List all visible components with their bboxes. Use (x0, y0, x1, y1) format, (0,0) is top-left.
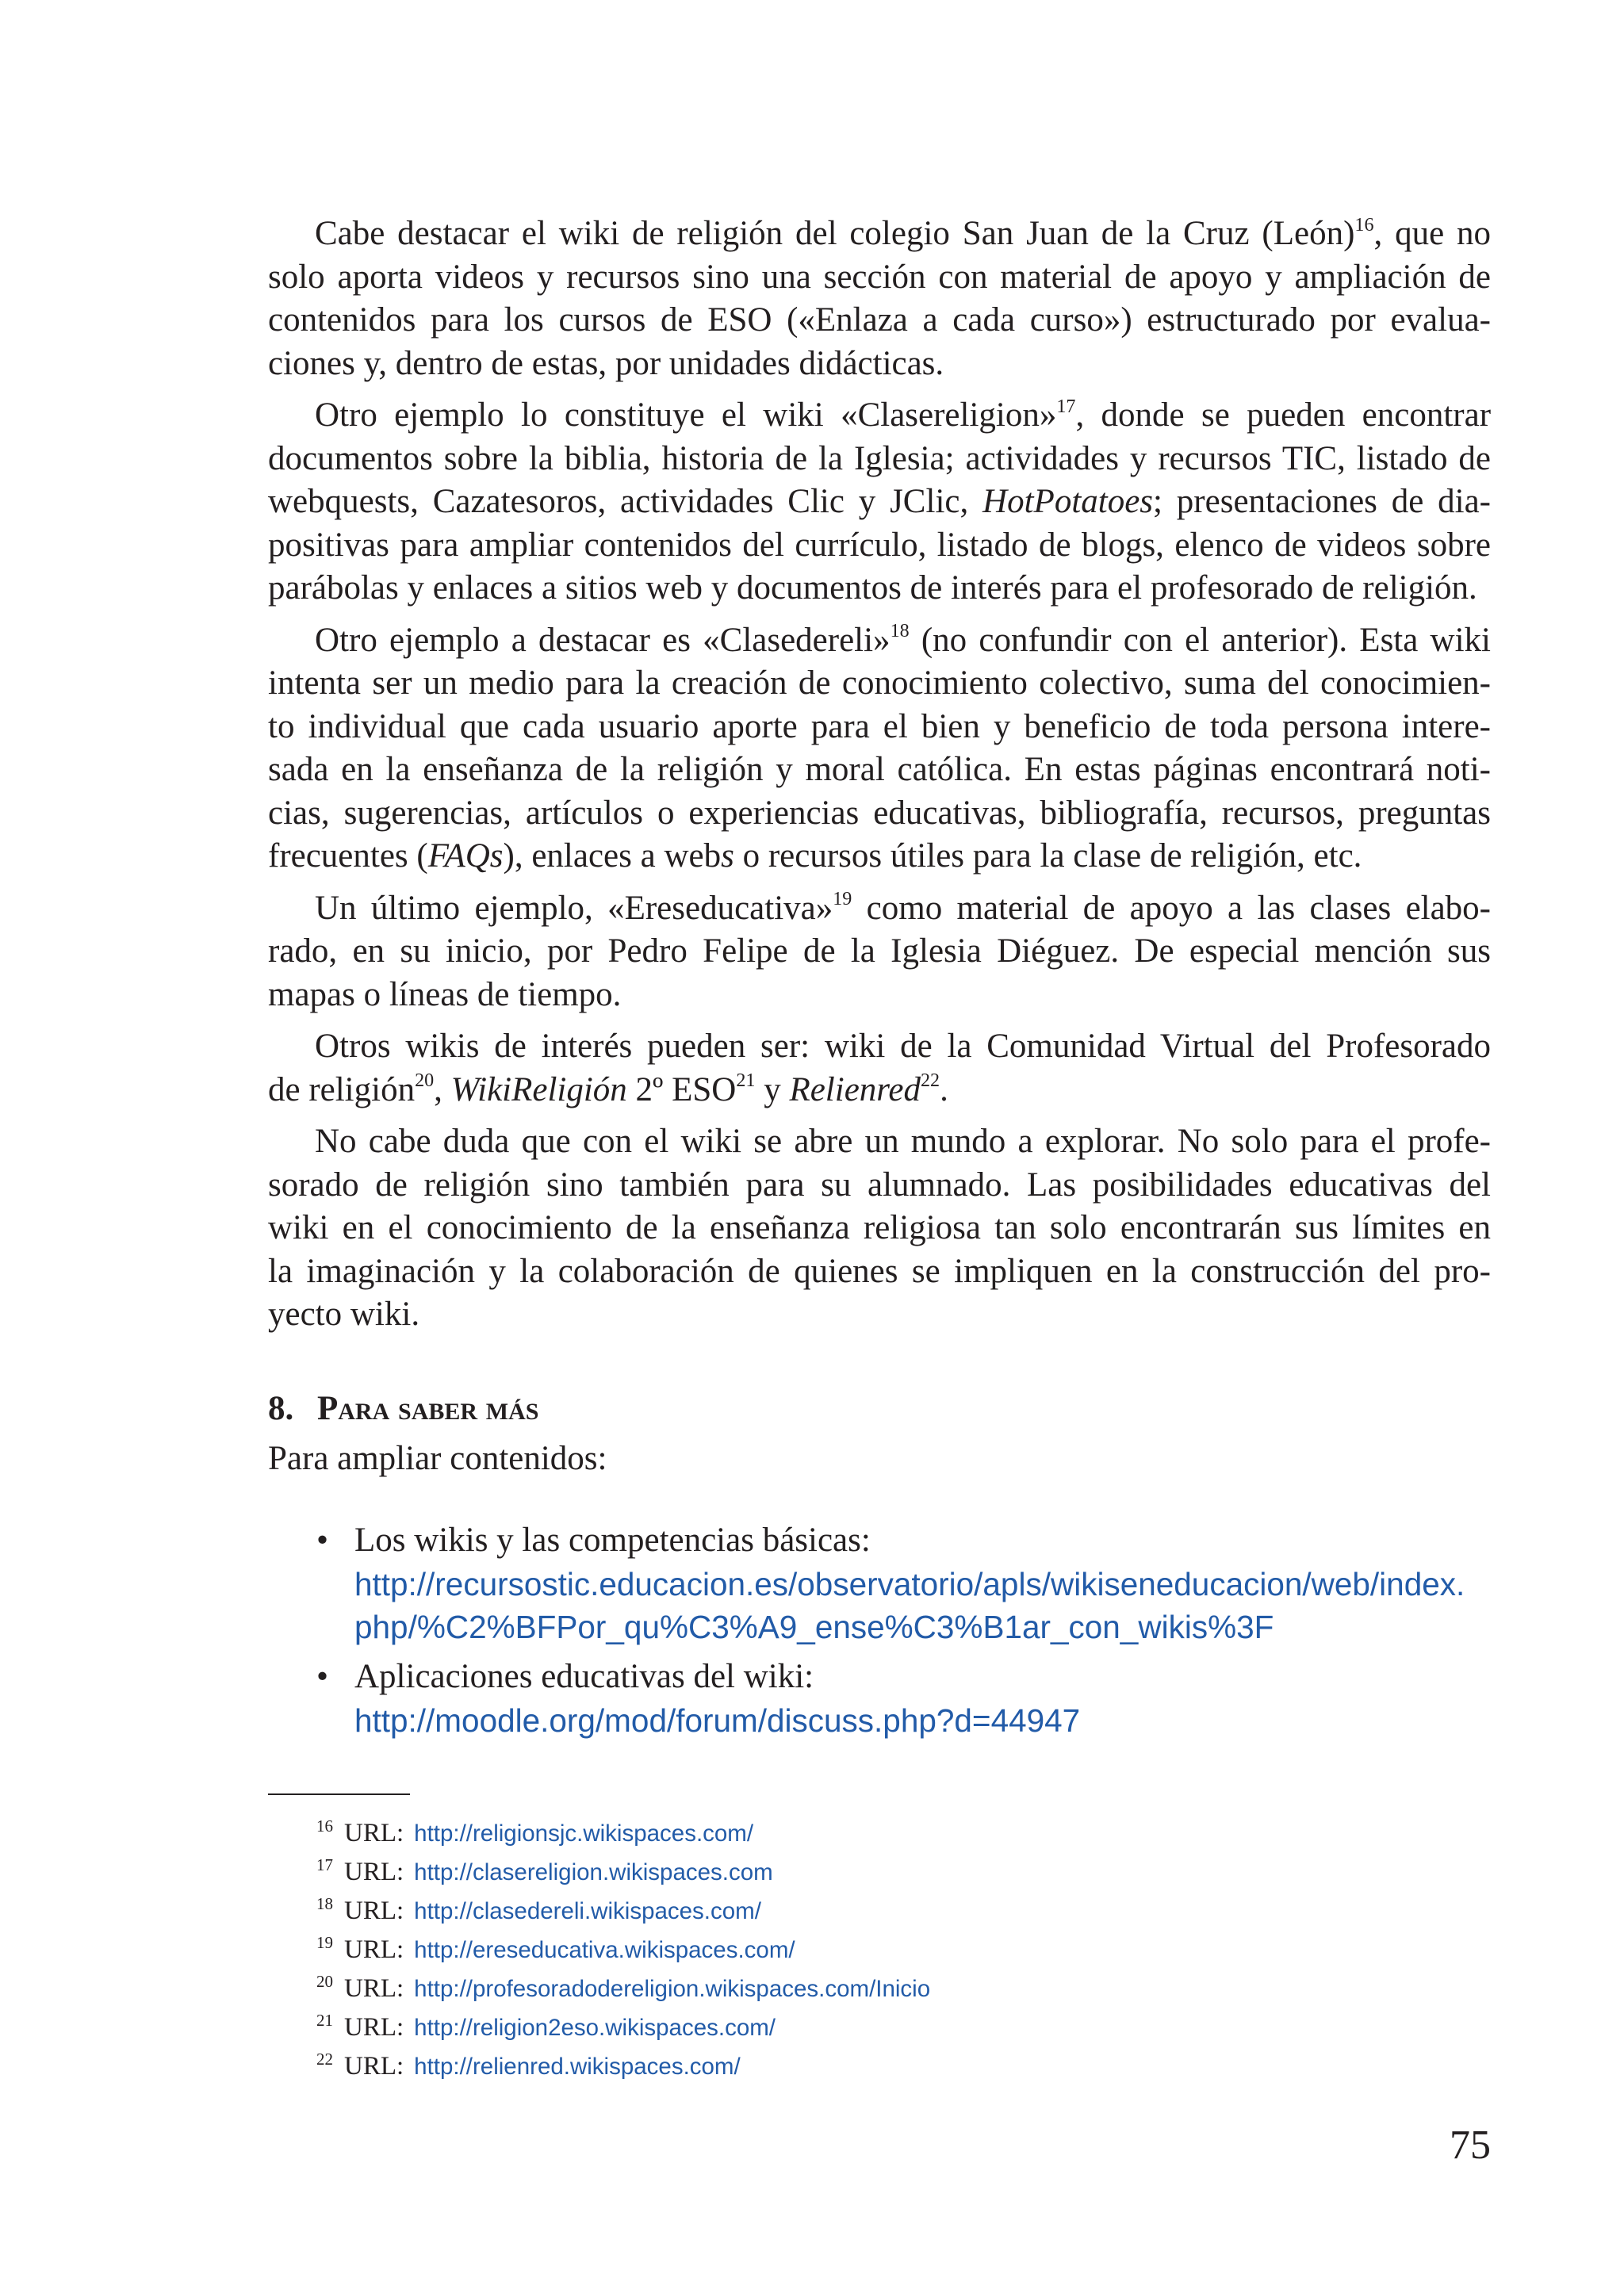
footnote-label: URL: (344, 2052, 404, 2081)
footnote-ref: 20 (415, 1070, 435, 1092)
text-run: Cabe destacar el wiki de religión del colegio San Juan de la Cruz (León) (315, 215, 1355, 252)
text-line (268, 930, 1491, 974)
italic-text: HotPotatoes (982, 483, 1154, 520)
text-line (268, 343, 1491, 386)
text-line (268, 256, 1491, 300)
footnote (268, 2008, 930, 2047)
bullet-list (268, 1519, 1491, 1742)
text-run: Otro ejemplo a destacar es «Clasedereli» (315, 621, 891, 659)
bullet-icon: • (316, 1658, 329, 1695)
footnote-ref: 16 (1354, 214, 1374, 235)
footnote (268, 1931, 930, 1970)
text-run: , donde se pueden encontrar (1075, 396, 1492, 434)
paragraph (268, 394, 1491, 611)
text-run: intenta ser un medio para la creación de conocimiento colectivo, suma del conocimien- (268, 664, 1491, 702)
text-run: to individual que cada usuario aporte para el bien y beneficio de toda persona intere- (268, 707, 1491, 745)
text-run: solo aporta videos y recursos sino una sección con material de apoyo y ampliación de (268, 258, 1491, 296)
text-run: la imaginación y la colaboración de quienes se impliquen en la construcción del pro- (268, 1252, 1491, 1290)
footnote-ref: 21 (736, 1070, 756, 1092)
footnote-url[interactable]: http://clasereligion.wikispaces.com (414, 1859, 773, 1885)
footnote-number: 17 (316, 1855, 333, 1874)
footnote-label: URL: (344, 1819, 404, 1847)
footnote (268, 1892, 930, 1931)
text-run: Un último ejemplo, «Ereseducativa» (315, 889, 833, 927)
text-line (268, 299, 1491, 343)
url-link[interactable]: http://recursostic.educacion.es/observatorio/apls/wikiseneducacion/web/index. (354, 1565, 1465, 1602)
text-run: contenidos para los cursos de ESO («Enlaza a cada curso») estructurado por evalua- (268, 301, 1491, 339)
text-run: webquests, Cazatesoros, actividades Clic y JClic, (268, 483, 983, 520)
text-run: Otro ejemplo lo constituye el wiki «Clasereligion» (315, 396, 1057, 434)
text-run: ; presentaciones de dia- (1153, 483, 1491, 520)
footnote-label: URL: (344, 1897, 404, 1925)
paragraph (268, 1120, 1491, 1337)
text-line (268, 835, 1491, 879)
text-line (268, 662, 1491, 706)
text-line (268, 438, 1491, 481)
url-link[interactable]: php/%C2%BFPor_qu%C3%A9_ense%C3%B1ar_con_wikis%3F (354, 1609, 1274, 1645)
text-run: . (940, 1070, 948, 1108)
footnote-ref: 19 (833, 889, 852, 910)
text-run: ciones y, dentro de estas, por unidades didácticas. (268, 344, 944, 382)
text-run: parábolas y enlaces a sitios web y documentos de interés para el profesorado de religión. (268, 569, 1477, 607)
text-line (268, 619, 1491, 663)
text-line (268, 1069, 1491, 1112)
text-run: cias, sugerencias, artículos o experiencias educativas, bibliografía, recursos, preguntas (268, 794, 1491, 832)
paragraph (268, 1025, 1491, 1112)
bullet-item (268, 1519, 1491, 1649)
italic-text: FAQs (427, 837, 504, 875)
footnote-label: URL: (344, 1858, 404, 1886)
text-run: yecto wiki. (268, 1296, 420, 1333)
text-run: positivas para ampliar contenidos del currículo, listado de blogs, elenco de videos sobre (268, 526, 1491, 564)
text-run: o recursos útiles para la clase de religión, etc. (733, 837, 1362, 875)
footnote-url[interactable]: http://religionsjc.wikispaces.com/ (414, 1820, 754, 1847)
footnote-number: 20 (316, 1972, 333, 1991)
footnote-label: URL: (344, 2013, 404, 2042)
text-line (268, 1025, 1491, 1069)
text-line (268, 1250, 1491, 1294)
footnote-label: URL: (344, 1935, 404, 1964)
footnote (268, 1814, 930, 1853)
text-run: sada en la enseñanza de la religión y moral católica. En estas páginas encontrará noti- (268, 751, 1491, 788)
text-run: de religión (268, 1070, 416, 1108)
footnote-rule (268, 1793, 410, 1795)
text-line (268, 394, 1491, 438)
footnotes (268, 1814, 930, 2086)
intro-text: Para ampliar contenidos: (268, 1440, 607, 1477)
text-line (268, 974, 1491, 1017)
footnote-url[interactable]: http://relienred.wikispaces.com/ (414, 2054, 741, 2080)
footnote (268, 1970, 930, 2008)
footnote-ref: 22 (921, 1070, 940, 1092)
text-run: mapas o líneas de tiempo. (268, 975, 622, 1013)
text-run: Otros wikis de interés pueden ser: wiki de la Comunidad Virtual del Profesorado (315, 1028, 1491, 1065)
footnote (268, 2047, 930, 2086)
text-run: , (434, 1070, 451, 1108)
text-run: sorado de religión sino también para su alumnado. Las posibilidades educativas del (268, 1166, 1491, 1204)
paragraph (268, 212, 1491, 385)
text-run: 2º ESO (626, 1070, 737, 1108)
footnote-number: 18 (316, 1894, 333, 1913)
paragraph (268, 619, 1491, 879)
text-line (268, 567, 1491, 611)
text-line (268, 480, 1491, 524)
bullet-label: Aplicaciones educativas del wiki: (354, 1658, 814, 1695)
footnote-number: 22 (316, 2050, 333, 2069)
text-line (268, 792, 1491, 836)
footnote-url[interactable]: http://religion2eso.wikispaces.com/ (414, 2015, 776, 2041)
section-title: Para saber más (317, 1390, 539, 1427)
italic-text: s (721, 837, 734, 875)
italic-text: WikiReligión (450, 1070, 627, 1108)
text-run: wiki en el conocimiento de la enseñanza religiosa tan solo encontrarán sus límites en (268, 1209, 1491, 1246)
text-line (268, 1293, 1491, 1337)
bullet-label: Los wikis y las competencias básicas: (354, 1522, 871, 1559)
text-run: frecuentes ( (268, 837, 428, 875)
text-run: , que no (1373, 215, 1491, 252)
footnote-ref: 17 (1056, 396, 1076, 417)
paragraph (268, 887, 1491, 1017)
footnote-url[interactable]: http://profesoradodereligion.wikispaces.com/Inicio (414, 1976, 931, 2002)
text-line (268, 706, 1491, 749)
url-link[interactable]: http://moodle.org/mod/forum/discuss.php?d=44947 (354, 1702, 1081, 1739)
italic-text: Relienred (789, 1070, 921, 1108)
page-number: 75 (1450, 2123, 1491, 2168)
footnote-label: URL: (344, 1974, 404, 2003)
footnote-number: 21 (316, 2011, 333, 2030)
text-line (268, 212, 1491, 256)
section-heading (268, 1388, 538, 1431)
footnote-number: 19 (316, 1933, 333, 1952)
text-line (268, 748, 1491, 792)
footnote-url[interactable]: http://clasedereli.wikispaces.com/ (414, 1898, 761, 1924)
text-run: (no confundir con el anterior). Esta wiki (909, 621, 1491, 659)
text-line (268, 1207, 1491, 1250)
text-line (268, 887, 1491, 931)
footnote (268, 1853, 930, 1892)
bullet-item (268, 1656, 1491, 1742)
text-run: No cabe duda que con el wiki se abre un mundo a explorar. No solo para el profe- (315, 1123, 1491, 1160)
text-line (268, 524, 1491, 568)
text-run: documentos sobre la biblia, historia de la Iglesia; actividades y recursos TIC, listado de (268, 439, 1491, 477)
bullet-icon: • (316, 1522, 329, 1559)
text-line (268, 1164, 1491, 1208)
footnote-number: 16 (316, 1816, 333, 1836)
text-run: como material de apoyo a las clases elabo- (852, 889, 1492, 927)
text-line (268, 1120, 1491, 1164)
body-text (268, 212, 1491, 1337)
footnote-ref: 18 (890, 621, 910, 642)
text-run: ), enlaces a web (503, 837, 722, 875)
text-run: rado, en su inicio, por Pedro Felipe de la Iglesia Diéguez. De especial mención sus (268, 932, 1491, 970)
text-run: y (755, 1070, 790, 1108)
footnote-url[interactable]: http://ereseducativa.wikispaces.com/ (414, 1937, 795, 1963)
section-number: 8. (268, 1390, 294, 1427)
